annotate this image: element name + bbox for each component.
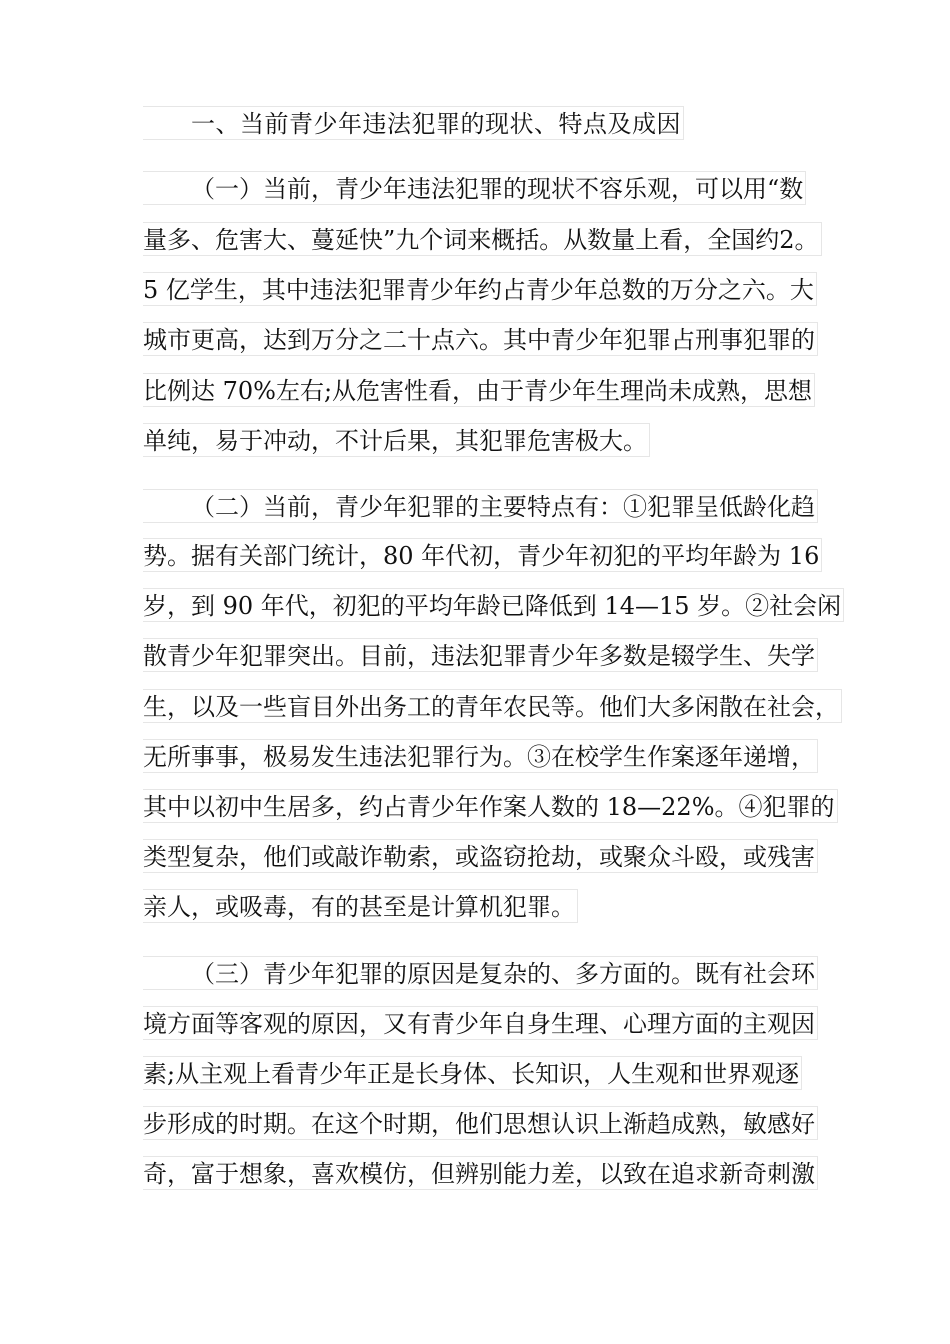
paragraph-2-line-9: 亲人，或吸毒，有的甚至是计算机犯罪。 <box>143 889 578 923</box>
paragraph-1-line-1: （一）当前，青少年违法犯罪的现状不容乐观，可以用“数 <box>143 171 806 205</box>
paragraph-1-line-2: 量多、危害大、蔓延快”九个词来概括。从数量上看，全国约2。 <box>143 222 822 256</box>
paragraph-3-line-4: 步形成的时期。在这个时期，他们思想认识上渐趋成熟，敏感好 <box>143 1106 818 1140</box>
paragraph-2-line-7: 其中以初中生居多，约占青少年作案人数的 18—22%。④犯罪的 <box>143 789 838 823</box>
paragraph-2-line-1: （二）当前，青少年犯罪的主要特点有：①犯罪呈低龄化趋 <box>143 489 818 523</box>
paragraph-2-line-3: 岁，到 90 年代，初犯的平均年龄已降低到 14—15 岁。②社会闲 <box>143 588 844 622</box>
paragraph-3-line-5: 奇，富于想象，喜欢模仿，但辨别能力差，以致在追求新奇刺激 <box>143 1156 818 1190</box>
section-heading: 一、当前青少年违法犯罪的现状、特点及成因 <box>143 106 684 140</box>
paragraph-1-line-6: 单纯，易于冲动，不计后果，其犯罪危害极大。 <box>143 423 650 457</box>
paragraph-1-line-3: 5 亿学生，其中违法犯罪青少年约占青少年总数的万分之六。大 <box>143 272 817 306</box>
paragraph-3-line-3: 素;从主观上看青少年正是长身体、长知识，人生观和世界观逐 <box>143 1056 802 1090</box>
paragraph-2-line-2: 势。据有关部门统计，80 年代初，青少年初犯的平均年龄为 16 <box>143 538 822 572</box>
paragraph-1-line-5: 比例达 70%左右;从危害性看，由于青少年生理尚未成熟，思想 <box>143 373 815 407</box>
paragraph-2-line-4: 散青少年犯罪突出。目前，违法犯罪青少年多数是辍学生、失学 <box>143 638 818 672</box>
paragraph-2-line-6: 无所事事，极易发生违法犯罪行为。③在校学生作案逐年递增， <box>143 739 818 773</box>
paragraph-3-line-2: 境方面等客观的原因，又有青少年自身生理、心理方面的主观因 <box>143 1006 818 1040</box>
paragraph-2-line-5: 生，以及一些盲目外出务工的青年农民等。他们大多闲散在社会， <box>143 689 842 723</box>
paragraph-1-line-4: 城市更高，达到万分之二十点六。其中青少年犯罪占刑事犯罪的 <box>143 322 818 356</box>
paragraph-2-line-8: 类型复杂，他们或敲诈勒索，或盗窃抢劫，或聚众斗殴，或残害 <box>143 839 818 873</box>
paragraph-3-line-1: （三）青少年犯罪的原因是复杂的、多方面的。既有社会环 <box>143 956 818 990</box>
